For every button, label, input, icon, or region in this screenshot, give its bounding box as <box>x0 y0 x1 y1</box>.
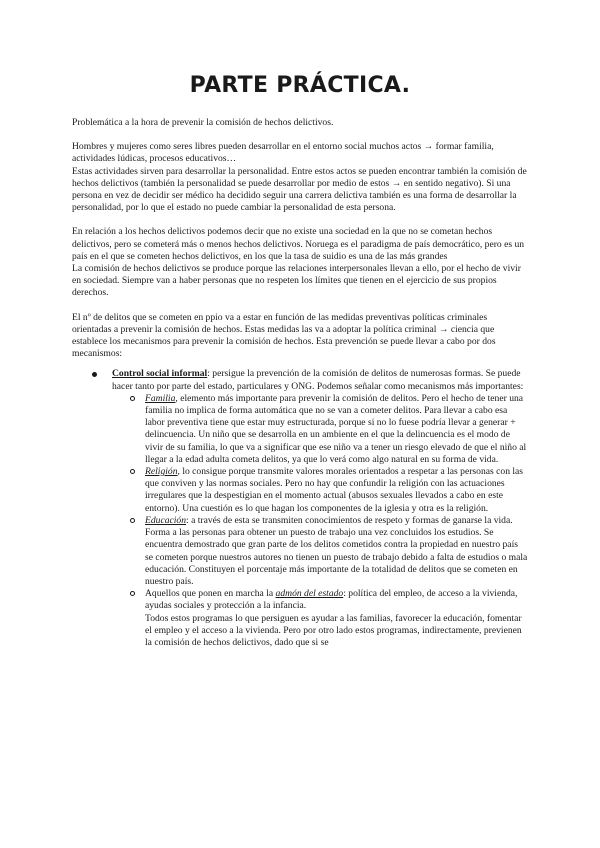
circle-bullet-icon <box>130 396 135 401</box>
page-title: PARTE PRÁCTICA. <box>189 73 411 98</box>
document-body <box>72 117 528 649</box>
paragraph-sociedad: En relación a los hechos delictivos podemos decir que no existe una sociedad en la que no se cometan hechos delictivos, pero se cometerá más o menos hechos delictivos. Noruega es el paradigma de país democrático, pero es un país en el que se cometen hechos delictivos, en los que la tasa de suidio es una de las más grandes <box>72 226 525 262</box>
sub-item-religion <box>72 466 528 515</box>
admon-pre: Aquellos que ponen en marcha la <box>145 588 276 600</box>
sub-item-admon <box>72 588 528 649</box>
admon-text-continued: Todos estos programas lo que persiguen es ayudar a las familias, favorecer la educación, fomentar el empleo y el acceso a la vivienda. Pero por otro lado estos programas, indirectamente, previenen la comisión de hechos delictivos, dado que si se <box>145 612 522 648</box>
circle-bullet-icon <box>130 591 135 596</box>
term-religion: Religión <box>145 466 178 478</box>
paragraph-personalidad: Estas actividades sirven para desarrollar la personalidad. Entre estos actos se pueden encontrar también la comisión de hechos delictivos (también la personalidad se puede desarrollar por medio de estos → en sentido negativo). Si una persona en vez de decidir ser médico ha decidido seguir una carrera delictiva también es una forma de desarrollar la personalidad, por lo que el estado no puede cambiar la personalidad de esta persona. <box>72 165 527 214</box>
paragraph-relaciones: La comisión de hechos delictivos se produce porque las relaciones interpersonales llevan a ello, por el hecho de vivir en sociedad. Siempre van a haber personas que no respeten los límites que tienen en el ejercicio de sus propios derechos. <box>72 263 521 299</box>
paragraph-intro: Problemática a la hora de prevenir la comisión de hechos delictivos. <box>72 117 334 128</box>
circle-bullet-icon <box>130 469 135 474</box>
paragraph-actos: Hombres y mujeres como seres libres pueden desarrollar en el entorno social muchos actos → formar familia, actividades lúdicas, procesos educativos… <box>72 141 494 165</box>
paragraph-prevencion: El nº de delitos que se cometen en ppio va a estar en función de las medidas preventivas políticas criminales orientadas a prevenir la comisión de hechos. Estas medidas las va a adoptar la política criminal → ciencia que establece los mecanismos para prevenir la comisión de hechos. Esta prevención se puede llevar a cabo por dos mecanismos: <box>72 311 496 360</box>
bullet-list <box>72 368 528 649</box>
bullet-text: : persigue la prevención de la comisión de delitos de numerosas formas. Se puede hacer tanto por parte del estado, particulares y ONG. Podemos señalar como mecanismos más importantes: <box>112 368 524 392</box>
term-control-social: Control social informal <box>112 368 208 380</box>
familia-text: , elemento más importante para prevenir la comisión de delitos. Pero el hecho de tener una familia no implica de forma automática que no se van a cometer delitos. Para llevar a cabo esa labor preventiva tiene que estar muy estructurada, porque si no lo fuese podría llevar a generar + delincuencia. Un niño que se desarrolla en un ambiente en el que la delincuencia es el modo de vivir de su familia, lo que va a significar que ese niño va a tener un riesgo elevado de que el niño al llegar a la edad adulta cometa delitos, ya que lo verá como algo natural en su forma de vida. <box>145 392 527 465</box>
educacion-text: : a través de esta se transmiten conocimientos de respeto y formas de ganarse la vida. Forma a las personas para obtener un puesto de trabajo una vez concluidos los estudios. Se encuentra demostrado que gran parte de los delitos cometidos contra la propiedad en nuestro país se cometen porque nuestros autores no tienen un puesto de trabajo debido a falta de estudios o mala educación. Constituyen el porcentaje más importante de la totalidad de delitos que se cometen en nuestro país. <box>145 514 528 587</box>
bullet-control-social <box>72 368 528 392</box>
term-admon: admón del estado <box>275 588 344 600</box>
sub-item-educacion <box>72 515 528 588</box>
circle-bullet-icon <box>130 518 135 523</box>
term-familia: Familia <box>145 392 176 404</box>
sub-item-familia <box>72 393 528 466</box>
term-educacion: Educación <box>145 514 187 526</box>
admon-text: : política del empleo, de acceso a la vivienda, ayudas sociales y protección a la infancia. <box>145 588 518 612</box>
bullet-dot-icon <box>92 372 97 377</box>
religion-text: , lo consigue porque transmite valores morales orientados a respetar a las personas con las que conviven y las normas sociales. Pero no hay que confundir la religión con las actuaciones irregulares que la despestigian en el momento actual (abusos sexuales llevados a cabo en este entorno). Una cuestión es lo que hagan los componentes de la iglesia y otra es la religión. <box>145 466 524 514</box>
